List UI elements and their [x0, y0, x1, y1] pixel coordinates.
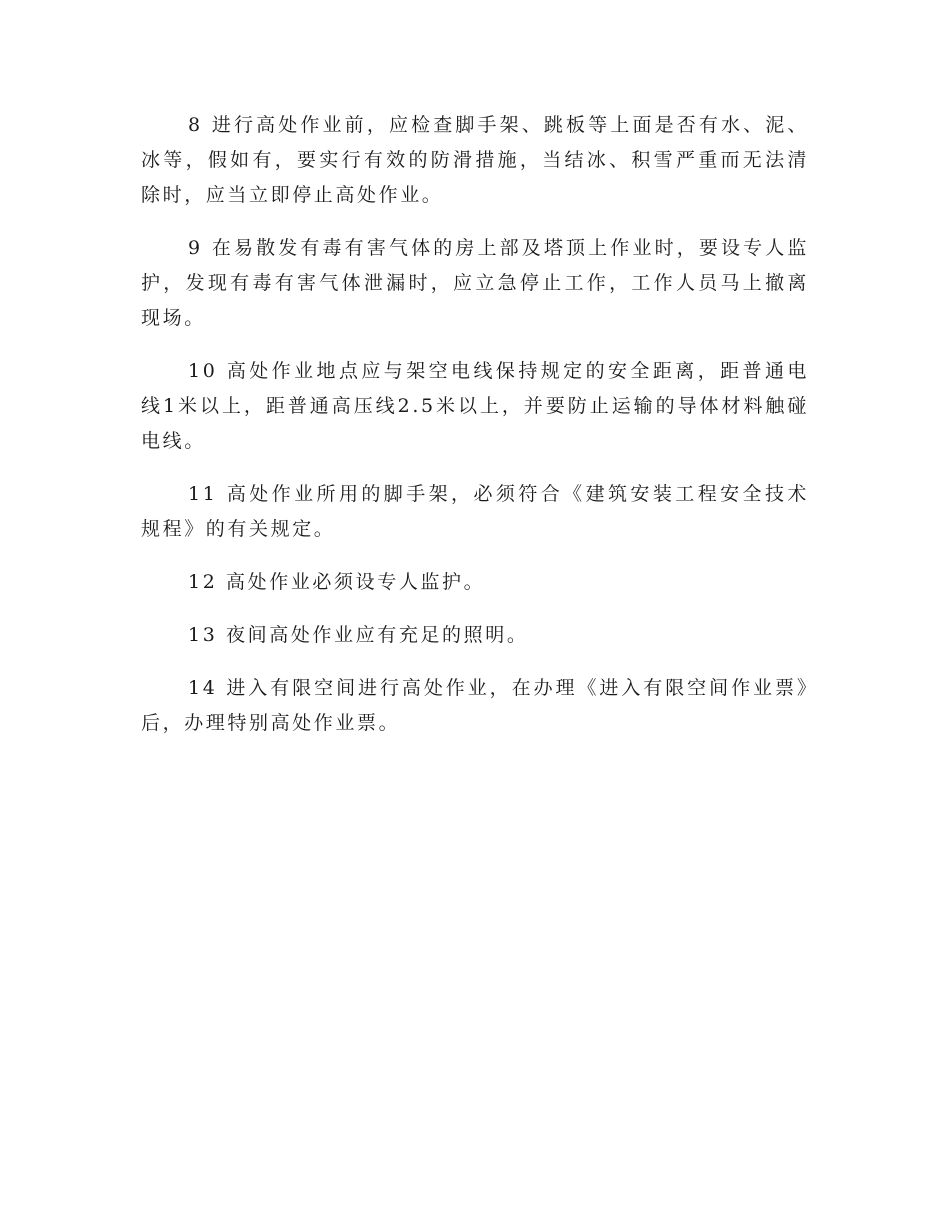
paragraph-item-9: 9 在易散发有毒有害气体的房上部及塔顶上作业时，要设专人监护，发现有毒有害气体泄漏时，应立急停止工作，工作人员马上撤离现场。	[141, 237, 809, 329]
paragraph-item-12: 12 高处作业必须设专人监护。	[188, 571, 486, 593]
paragraph-item-11: 11 高处作业所用的脚手架，必须符合《建筑安装工程安全技术规程》的有关规定。	[141, 483, 809, 540]
paragraph-item-13: 13 夜间高处作业应有充足的照明。	[188, 624, 529, 646]
paragraph-item-8: 8 进行高处作业前，应检查脚手架、跳板等上面是否有水、泥、冰等，假如有，要实行有效的防滑措施，当结冰、积雪严重而无法清除时，应当立即停止高处作业。	[141, 114, 809, 206]
paragraph-item-10: 10 高处作业地点应与架空电线保持规定的安全距离，距普通电线1米以上，距普通高压线2.5米以上，并要防止运输的导体材料触碰电线。	[141, 360, 809, 452]
paragraph-item-14: 14 进入有限空间进行高处作业，在办理《进入有限空间作业票》后，办理特别高处作业票。	[141, 677, 809, 734]
document-body	[141, 108, 809, 759]
